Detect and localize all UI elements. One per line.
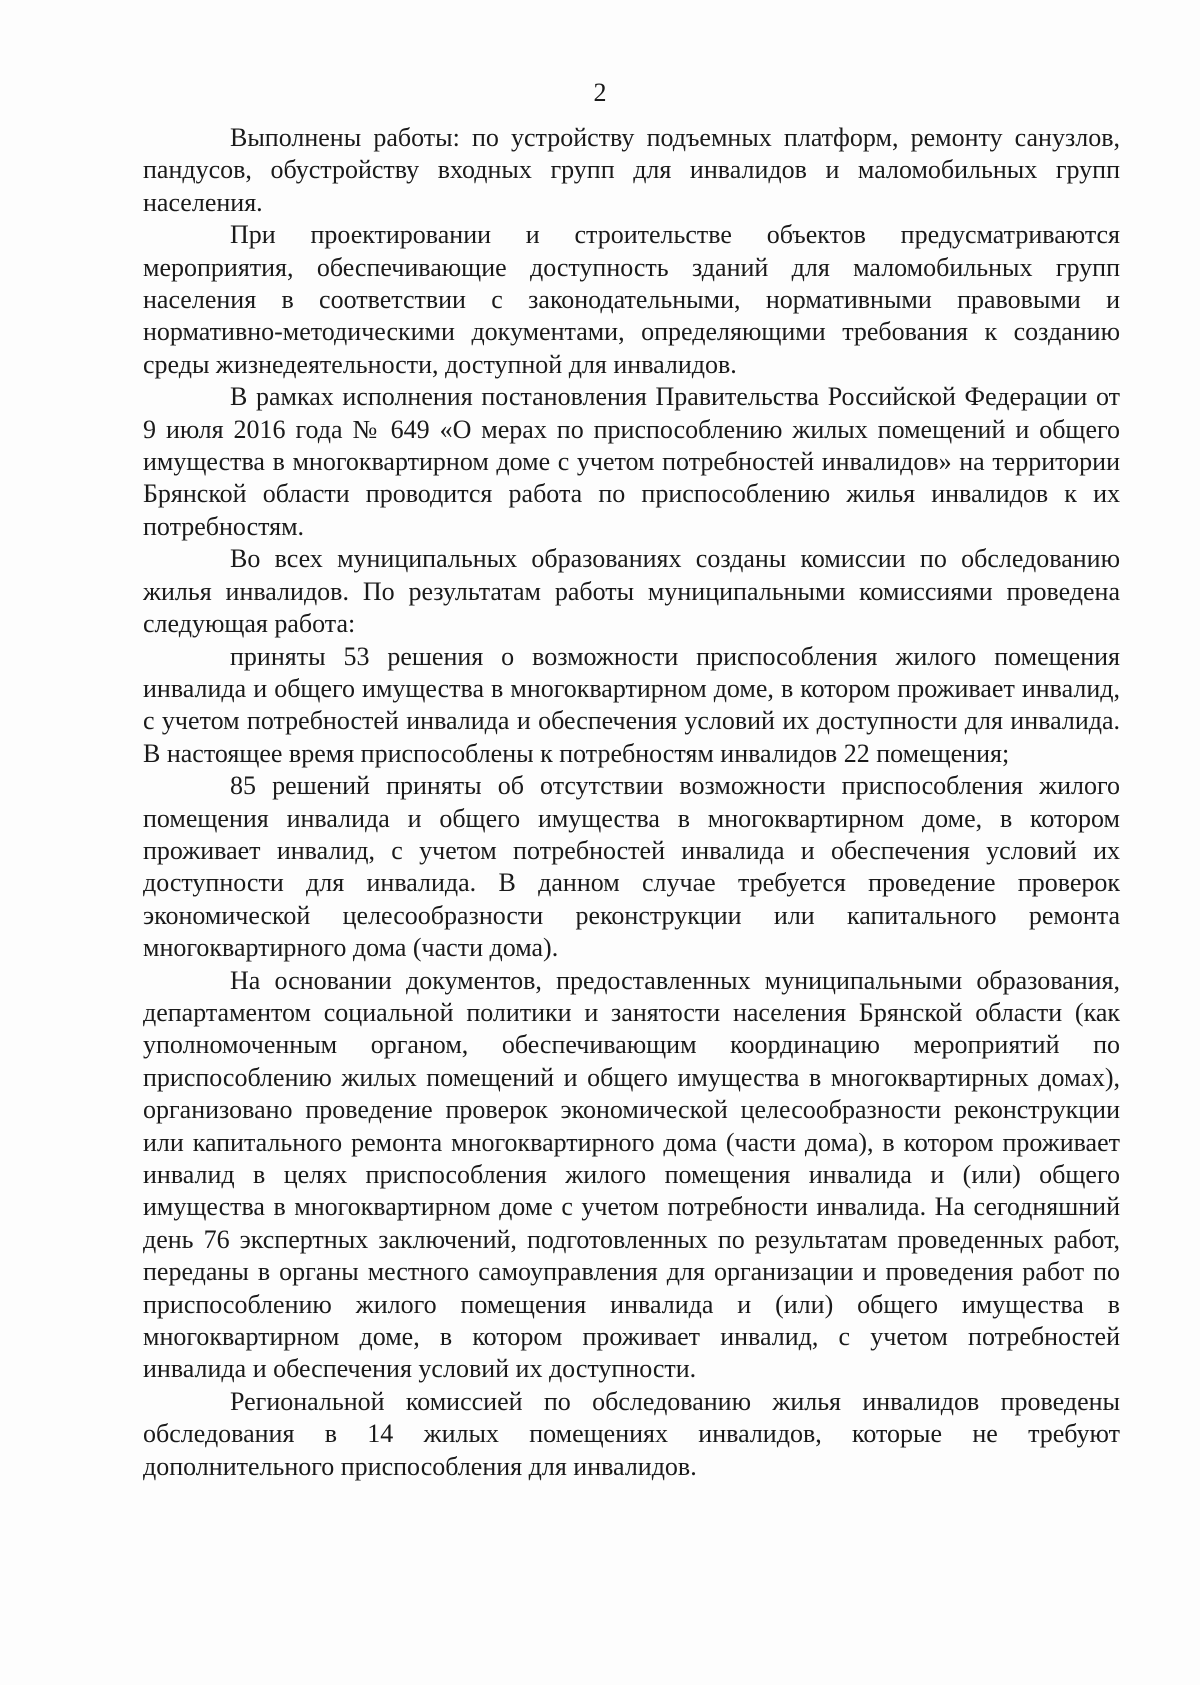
paragraph-adaptation-impossible: 85 решений приняты об отсутствии возможности приспособления жилого помещения инвалида и общего имущества в многоквартирном доме, в котором проживает инвалид, с учетом потребностей инвалида и обеспечения условий их доступности для инвалида. В данном случае требуется проведение проверок экономической целесообразности реконструкции или капитального ремонта многоквартирного дома (части дома). bbox=[143, 771, 1120, 963]
paragraph-economic-checks: На основании документов, предоставленных муниципальными образования, департаментом социальной политики и занятости населения Брянской области (как уполномоченным органом, обеспечивающим координацию мероприятий по приспособлению жилых помещений и общего имущества в многоквартирных домах), организовано проведение проверок экономической целесообразности реконструкции или капитального ремонта многоквартирного дома (части дома), в котором проживает инвалид в целях приспособления жилого помещения инвалида и (или) общего имущества в многоквартирном доме с учетом потребности инвалида. На сегодняшний день 76 экспертных заключений, подготовленных по результатам проведенных работ, переданы в органы местного самоуправления для организации и проведения работ по приспособлению жилого помещения инвалида и (или) общего имущества в многоквартирном доме, в котором проживает инвалид, с учетом потребностей инвалида и обеспечения условий их доступности. bbox=[143, 965, 1120, 1384]
paragraph-design-construction: При проектировании и строительстве объектов предусматриваются мероприятия, обеспечивающие доступность зданий для маломобильных групп населения в соответствии с законодательными, нормативными правовыми и нормативно-методическими документами, определяющими требования к созданию среды жизнедеятельности, доступной для инвалидов. bbox=[143, 220, 1120, 379]
paragraph-adaptation-possible: приняты 53 решения о возможности приспособления жилого помещения инвалида и общего имущества в многоквартирном доме, в котором проживает инвалид, с учетом потребностей инвалида и обеспечения условий их доступности для инвалида. В настоящее время приспособлены к потребностям инвалидов 22 помещения; bbox=[143, 641, 1120, 768]
page-number: 2 bbox=[593, 78, 607, 107]
paragraph-regional-commission: Региональной комиссией по обследованию жилья инвалидов проведены обследования в 14 жилых помещениях инвалидов, которые не требуют дополнительного приспособления для инвалидов. bbox=[143, 1386, 1120, 1481]
paragraph-government-decree: В рамках исполнения постановления Правительства Российской Федерации от 9 июля 2016 года № 649 «О мерах по приспособлению жилых помещений и общего имущества в многоквартирном доме с учетом потребностей инвалидов» на территории Брянской области проводится работа по приспособлению жилья инвалидов к их потребностям. bbox=[143, 382, 1120, 541]
document-body bbox=[143, 122, 1120, 1483]
paragraph-municipal-commissions: Во всех муниципальных образованиях созданы комиссии по обследованию жилья инвалидов. По результатам работы муниципальными комиссиями проведена следующая работа: bbox=[143, 544, 1120, 639]
paragraph-completed-works: Выполнены работы: по устройству подъемных платформ, ремонту санузлов, пандусов, обустройству входных групп для инвалидов и маломобильных групп населения. bbox=[143, 123, 1120, 217]
